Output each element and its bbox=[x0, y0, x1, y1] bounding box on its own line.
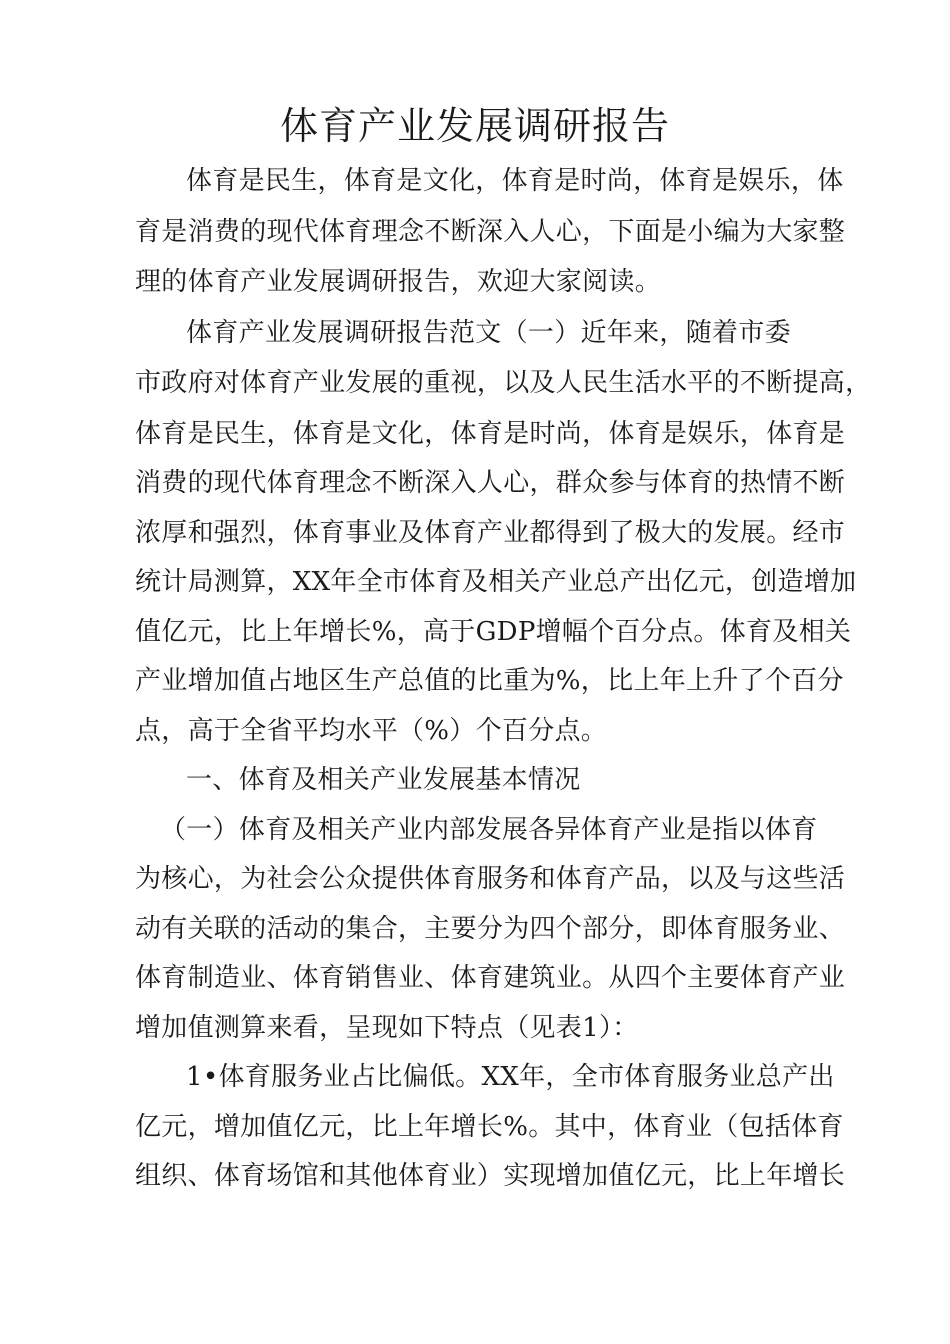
text-line: 亿元，增加值亿元，比上年增长%。其中，体育业（包括体育 bbox=[135, 1112, 844, 1142]
section-heading: 一、体育及相关产业发展基本情况 bbox=[186, 765, 581, 795]
text-line: 产业增加值占地区生产总值的比重为%，比上年上升了个百分 bbox=[135, 666, 844, 696]
text-line: 消费的现代体育理念不断深入人心，群众参与体育的热情不断 bbox=[135, 468, 846, 498]
text-line: 动有关联的活动的集合，主要分为四个部分，即体育服务业、 bbox=[135, 914, 846, 944]
text-line: 为核心，为社会公众提供体育服务和体育产品，以及与这些活 bbox=[135, 864, 846, 894]
document-title: 体育产业发展调研报告 bbox=[279, 104, 670, 148]
text-line: 体育是民生，体育是文化，体育是时尚，体育是娱乐，体育是 bbox=[135, 419, 846, 449]
text-line: 1•体育服务业占比偏低。XX年，全市体育服务业总产出 bbox=[186, 1062, 835, 1092]
text-line: 体育是民生，体育是文化，体育是时尚，体育是娱乐，体 bbox=[186, 166, 844, 196]
text-line: 点，高于全省平均水平（%）个百分点。 bbox=[135, 716, 608, 746]
text-line: 体育产业发展调研报告范文（一）近年来，随着市委 bbox=[186, 318, 791, 348]
text-line: 统计局测算，XX年全市体育及相关产业总产出亿元，创造增加 bbox=[135, 567, 857, 597]
text-line: 值亿元，比上年增长%，高于GDP增幅个百分点。体育及相关 bbox=[135, 617, 852, 647]
text-line: 组织、体育场馆和其他体育业）实现增加值亿元，比上年增长 bbox=[135, 1161, 846, 1191]
text-line: 理的体育产业发展调研报告，欢迎大家阅读。 bbox=[135, 267, 662, 297]
text-line: 增加值测算来看，呈现如下特点（见表1）： bbox=[135, 1013, 639, 1043]
text-line: 育是消费的现代体育理念不断深入人心，下面是小编为大家整 bbox=[135, 217, 846, 247]
text-line: 浓厚和强烈，体育事业及体育产业都得到了极大的发展。经市 bbox=[135, 518, 846, 548]
text-line: 体育制造业、体育销售业、体育建筑业。从四个主要体育产业 bbox=[135, 963, 846, 993]
text-line: 市政府对体育产业发展的重视，以及人民生活水平的不断提高， bbox=[135, 368, 872, 398]
text-line: （一）体育及相关产业内部发展各异体育产业是指以体育 bbox=[160, 815, 818, 845]
